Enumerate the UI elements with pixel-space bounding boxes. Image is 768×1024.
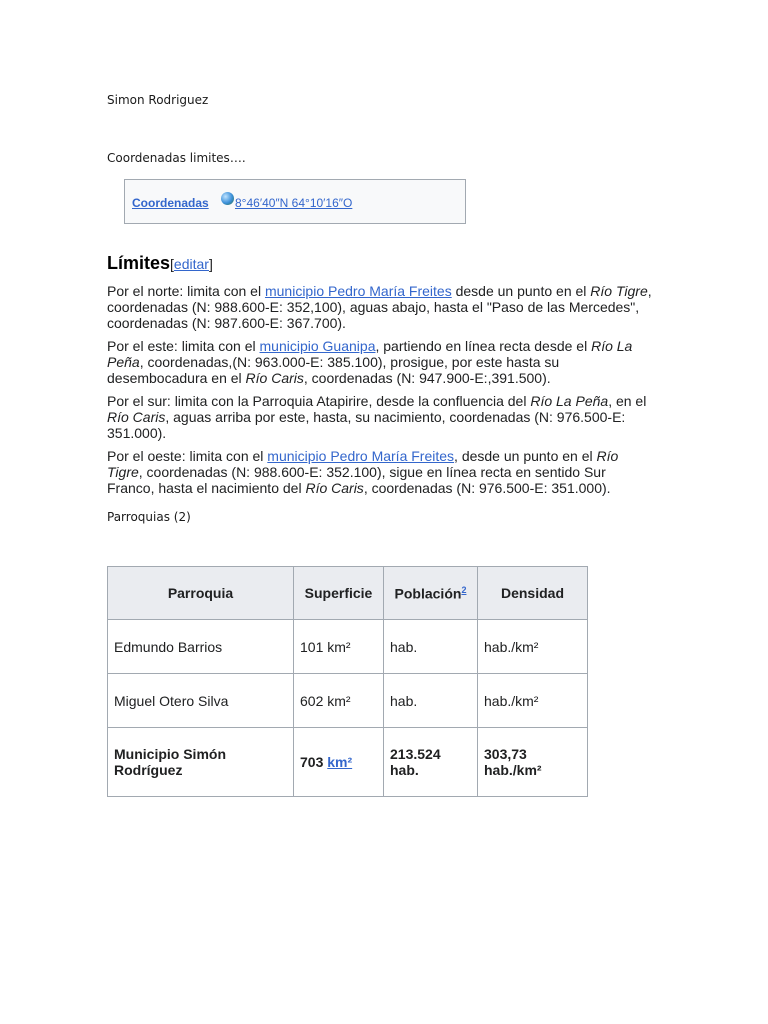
parishes-label: Parroquias (2) — [107, 510, 191, 524]
east-limit-paragraph — [107, 338, 652, 386]
cell-parroquia-total: Municipio Simón Rodríguez — [108, 728, 294, 797]
north-text: , coordenadas (N: 988.600-E: 352,100), aguas abajo, hasta el "Paso de las Mercedes", coordenadas (N: 987.600-E: 367.700). — [107, 283, 652, 331]
coordinates-note: Coordenadas limites…. — [107, 151, 246, 165]
edit-bracket-open: [ — [170, 256, 174, 272]
cell-parroquia: Edmundo Barrios — [108, 620, 294, 674]
cell-poblacion: hab. — [384, 620, 478, 674]
col-header-poblacion — [384, 567, 478, 620]
limits-body — [107, 283, 652, 503]
cell-parroquia: Miguel Otero Silva — [108, 674, 294, 728]
coordinates-link[interactable]: Coordenadas — [132, 196, 209, 210]
river-name: Río Caris — [107, 409, 166, 425]
edit-link[interactable]: editar — [173, 256, 209, 272]
edit-bracket-close: ] — [208, 256, 213, 272]
south-text: , en el — [608, 393, 647, 409]
river-name: Río La Peña — [107, 338, 633, 370]
coordinates-value-link[interactable]: 8°46′40″N 64°10′16″O — [235, 196, 353, 210]
municipality-link-guanipa[interactable]: municipio Guanipa — [259, 338, 376, 354]
east-text: , coordenadas,(N: 963.000-E: 385.100), prosigue, por este hasta su desembocadura en el — [107, 354, 560, 386]
table-total-row — [108, 728, 588, 797]
km2-link[interactable]: km² — [327, 754, 353, 770]
cell-superficie-total — [294, 728, 384, 797]
west-text: , coordenadas (N: 988.600-E: 352.100), sigue en línea recta en sentido Sur Franco, hasta el nacimiento del — [107, 464, 606, 496]
east-text: , coordenadas (N: 947.900-E:,391.500). — [303, 370, 551, 386]
west-text: , coordenadas (N: 976.500-E: 351.000). — [363, 480, 611, 496]
parishes-table — [107, 566, 588, 797]
west-text: Por el oeste: limita con el — [107, 448, 268, 464]
north-text: desde un punto en el — [451, 283, 591, 299]
west-limit-paragraph — [107, 448, 652, 496]
col-header-superficie: Superficie — [294, 567, 384, 620]
reference-link[interactable]: 2 — [461, 584, 467, 595]
north-text: Por el norte: limita con el — [107, 283, 265, 299]
table-header-row — [108, 567, 588, 620]
north-limit-paragraph — [107, 283, 652, 331]
west-text: , desde un punto en el — [454, 448, 597, 464]
cell-densidad-total: 303,73 hab./km² — [478, 728, 588, 797]
coordinates-box — [124, 179, 466, 224]
edit-section — [170, 256, 213, 272]
river-name: Río Tigre — [107, 448, 619, 480]
river-name: Río La Peña — [530, 393, 609, 409]
superficie-total-value: 703 — [300, 754, 328, 770]
cell-densidad: hab./km² — [478, 674, 588, 728]
river-name: Río Tigre — [590, 283, 648, 299]
river-name: Río Caris — [245, 370, 304, 386]
municipality-link-pedro-maria-freites[interactable]: municipio Pedro María Freites — [264, 283, 452, 299]
table-row — [108, 674, 588, 728]
east-text: , partiendo en línea recta desde el — [375, 338, 592, 354]
col-header-densidad: Densidad — [478, 567, 588, 620]
south-text: Por el sur: limita con la Parroquia Atapirire, desde la confluencia del — [107, 393, 531, 409]
south-text: , aguas arriba por este, hasta, su nacimiento, coordenadas (N: 976.500-E: 351.000). — [107, 409, 626, 441]
east-text: Por el este: limita con el — [107, 338, 260, 354]
cell-superficie: 101 km² — [294, 620, 384, 674]
col-header-parroquia: Parroquia — [108, 567, 294, 620]
limits-heading-text: Límites — [107, 253, 171, 273]
south-limit-paragraph — [107, 393, 652, 441]
river-name: Río Caris — [305, 480, 364, 496]
globe-icon — [221, 192, 234, 205]
cell-poblacion: hab. — [384, 674, 478, 728]
limits-heading — [107, 253, 213, 274]
cell-poblacion-total: 213.524 hab. — [384, 728, 478, 797]
cell-superficie: 602 km² — [294, 674, 384, 728]
poblacion-header-text: Población — [394, 585, 462, 602]
author-name: Simon Rodriguez — [107, 93, 209, 107]
municipality-link-pedro-maria-freites[interactable]: municipio Pedro María Freites — [267, 448, 455, 464]
cell-densidad: hab./km² — [478, 620, 588, 674]
table-row — [108, 620, 588, 674]
